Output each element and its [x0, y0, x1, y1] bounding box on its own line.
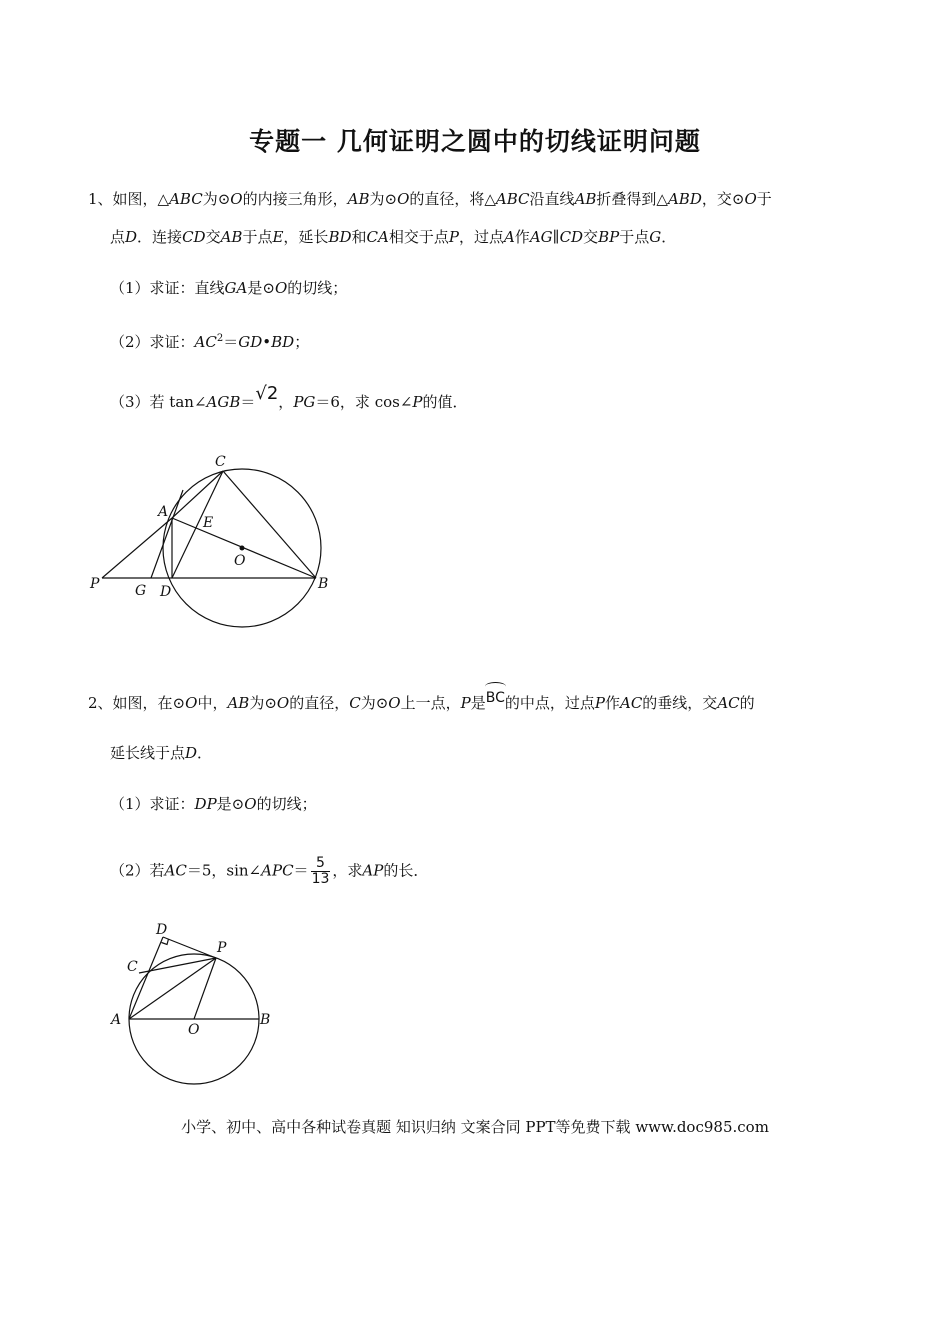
- q2-line-1: 2、如图，在⊙O中，AB为⊙O的直径，C为⊙O上一点，P是BC的中点，过点P作AC的垂线，交AC的: [88, 692, 755, 715]
- sqrt-two: √2: [255, 383, 279, 404]
- fig1-label-B: B: [318, 576, 329, 592]
- fig1-label-O: O: [234, 553, 246, 569]
- fig1-label-G: G: [135, 583, 147, 599]
- page-title: 专题一 几何证明之圆中的切线证明问题: [249, 127, 701, 156]
- fig1-center-dot: [240, 546, 245, 551]
- fig2-label-P: P: [217, 940, 227, 956]
- fig1-line-CD: [172, 471, 223, 578]
- q1-sub-1: （1）求证：直线GA是⊙O的切线；: [110, 279, 348, 297]
- q1-line-1: 1、如图，△ABC为⊙O的内接三角形，AB为⊙O的直径，将△ABC沿直线AB折叠得到△ABD，交⊙O于: [88, 190, 772, 208]
- fig2-label-A: A: [111, 1012, 122, 1028]
- fig2-label-C: C: [127, 959, 138, 975]
- figure-1: [80, 450, 340, 635]
- fig1-label-C: C: [215, 454, 226, 470]
- arc-bc: BC: [486, 687, 505, 709]
- fig1-label-D: D: [160, 584, 172, 600]
- q1-sub-3: （3）若 tan∠AGB＝√2，PG＝6，求 cos∠P的值．: [110, 383, 468, 411]
- fraction-5-13: $\frac{5}{13}$: [311, 855, 330, 887]
- fig1-label-E: E: [203, 515, 214, 531]
- fig1-label-P: P: [90, 576, 100, 592]
- fig2-label-D: D: [156, 922, 168, 938]
- figure-2: [105, 915, 285, 1090]
- q1-line-2: 点D．连接CD交AB于点E，延长BD和CA相交于点P，过点A作AG∥CD交BP于点G．: [110, 228, 677, 246]
- q1-sub-2: （2）求证：$AC^2=GD•BD$；: [110, 333, 310, 351]
- fig2-label-B: B: [260, 1012, 271, 1028]
- q2-sub-1: （1）求证：DP是⊙O的切线；: [110, 795, 317, 813]
- fig2-right-angle-mark: [162, 939, 169, 945]
- q2-line-2: 延长线于点D．: [110, 744, 213, 762]
- fig2-label-O: O: [188, 1022, 200, 1038]
- q2-sub-2: （2）若AC＝5，sin∠APC＝ $\frac{5}{13}$ ，求AP的长．: [110, 855, 429, 887]
- fig2-line-OP: [194, 958, 216, 1019]
- fig2-line-DP: [163, 937, 216, 958]
- fig1-label-A: A: [158, 504, 169, 520]
- fig1-line-AC: [172, 471, 223, 518]
- footer-text: 小学、初中、高中各种试卷真题 知识归纳 文案合同 PPT等免费下载 www.doc985.com: [181, 1118, 769, 1136]
